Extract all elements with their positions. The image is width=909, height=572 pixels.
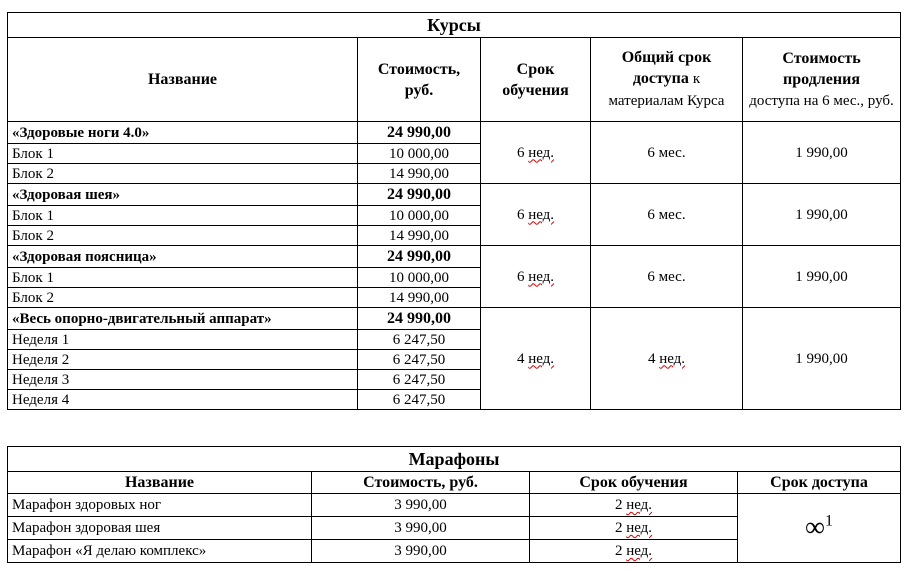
infinity-icon [805, 512, 833, 543]
course-access [591, 308, 743, 410]
footnote-mark: 1 [824, 512, 833, 530]
marathon-price: 3 990,00 [312, 494, 530, 517]
course-duration [481, 184, 591, 246]
course-price: 24 990,00 [358, 246, 481, 268]
course-price: 24 990,00 [358, 122, 481, 144]
course-price: 24 990,00 [358, 184, 481, 206]
course-title: «Здоровая шея» [8, 184, 358, 206]
course-item-price: 14 990,00 [358, 226, 481, 246]
course-duration [481, 246, 591, 308]
duration-unit: нед. [528, 206, 555, 223]
course-title: «Весь опорно-двигательный аппарат» [8, 308, 358, 330]
course-renewal: 1 990,00 [743, 246, 901, 308]
duration-number: 2 [614, 520, 623, 536]
course-item-name: Блок 2 [8, 226, 358, 246]
course-access: 6 мес. [591, 122, 743, 184]
access-unit: нед. [659, 350, 686, 367]
course-title: «Здоровая поясница» [8, 246, 358, 268]
courses-table [7, 12, 901, 410]
course-item-price: 6 247,50 [358, 350, 481, 370]
course-duration [481, 308, 591, 410]
course-price: 24 990,00 [358, 308, 481, 330]
marathon-name: Марафон «Я делаю комплекс» [8, 540, 312, 563]
course-item-price: 6 247,50 [358, 390, 481, 410]
header-price: Стоимость, руб. [358, 38, 481, 122]
marathon-duration [530, 540, 738, 563]
course-access: 6 мес. [591, 184, 743, 246]
marathon-header-price: Стоимость, руб. [312, 472, 530, 494]
course-item-price: 14 990,00 [358, 288, 481, 308]
course-item-name: Неделя 1 [8, 330, 358, 350]
course-access: 6 мес. [591, 246, 743, 308]
marathons-table [7, 446, 901, 563]
marathon-access [738, 494, 901, 563]
header-duration: Срок обучения [481, 38, 591, 122]
marathon-price: 3 990,00 [312, 540, 530, 563]
course-item-name: Неделя 2 [8, 350, 358, 370]
marathon-header-duration: Срок обучения [530, 472, 738, 494]
marathon-duration [530, 517, 738, 540]
course-item-name: Блок 2 [8, 164, 358, 184]
marathon-name: Марафон здоровая шея [8, 517, 312, 540]
duration-unit: нед. [528, 144, 555, 161]
duration-number: 4 [516, 350, 525, 367]
course-item-name: Блок 1 [8, 206, 358, 226]
duration-number: 2 [614, 543, 623, 559]
course-renewal: 1 990,00 [743, 184, 901, 246]
course-item-price: 10 000,00 [358, 144, 481, 164]
course-item-price: 10 000,00 [358, 206, 481, 226]
header-access-sub: к материалам Курса [608, 71, 725, 109]
duration-unit: нед. [528, 268, 555, 285]
course-item-name: Блок 1 [8, 268, 358, 288]
header-access [591, 38, 743, 122]
duration-unit: нед. [528, 350, 555, 367]
duration-number: 2 [614, 497, 623, 513]
marathon-duration [530, 494, 738, 517]
access-number: 4 [647, 350, 656, 367]
marathon-name: Марафон здоровых ног [8, 494, 312, 517]
header-renewal-sub: доступа на 6 мес., руб. [749, 92, 894, 109]
duration-unit: нед. [626, 497, 653, 513]
course-item-price: 14 990,00 [358, 164, 481, 184]
marathon-price: 3 990,00 [312, 517, 530, 540]
marathon-header-access: Срок доступа [738, 472, 901, 494]
header-name: Название [8, 38, 358, 122]
course-item-name: Неделя 4 [8, 390, 358, 410]
course-title: «Здоровые ноги 4.0» [8, 122, 358, 144]
duration-number: 6 [516, 144, 525, 161]
duration-unit: нед. [626, 520, 653, 536]
course-renewal: 1 990,00 [743, 308, 901, 410]
duration-unit: нед. [626, 543, 653, 559]
duration-number: 6 [516, 268, 525, 285]
course-item-price: 10 000,00 [358, 268, 481, 288]
infinity-symbol: ∞ [805, 511, 825, 543]
header-renewal [743, 38, 901, 122]
course-item-name: Блок 2 [8, 288, 358, 308]
header-renewal-main: Стоимость продления [782, 49, 861, 88]
course-item-name: Блок 1 [8, 144, 358, 164]
course-item-price: 6 247,50 [358, 370, 481, 390]
courses-title: Курсы [8, 13, 901, 38]
marathon-header-name: Название [8, 472, 312, 494]
course-item-name: Неделя 3 [8, 370, 358, 390]
course-duration [481, 122, 591, 184]
header-access-main: Общий срок доступа [621, 49, 712, 87]
course-renewal: 1 990,00 [743, 122, 901, 184]
course-item-price: 6 247,50 [358, 330, 481, 350]
marathons-title: Марафоны [8, 447, 901, 472]
duration-number: 6 [516, 206, 525, 223]
